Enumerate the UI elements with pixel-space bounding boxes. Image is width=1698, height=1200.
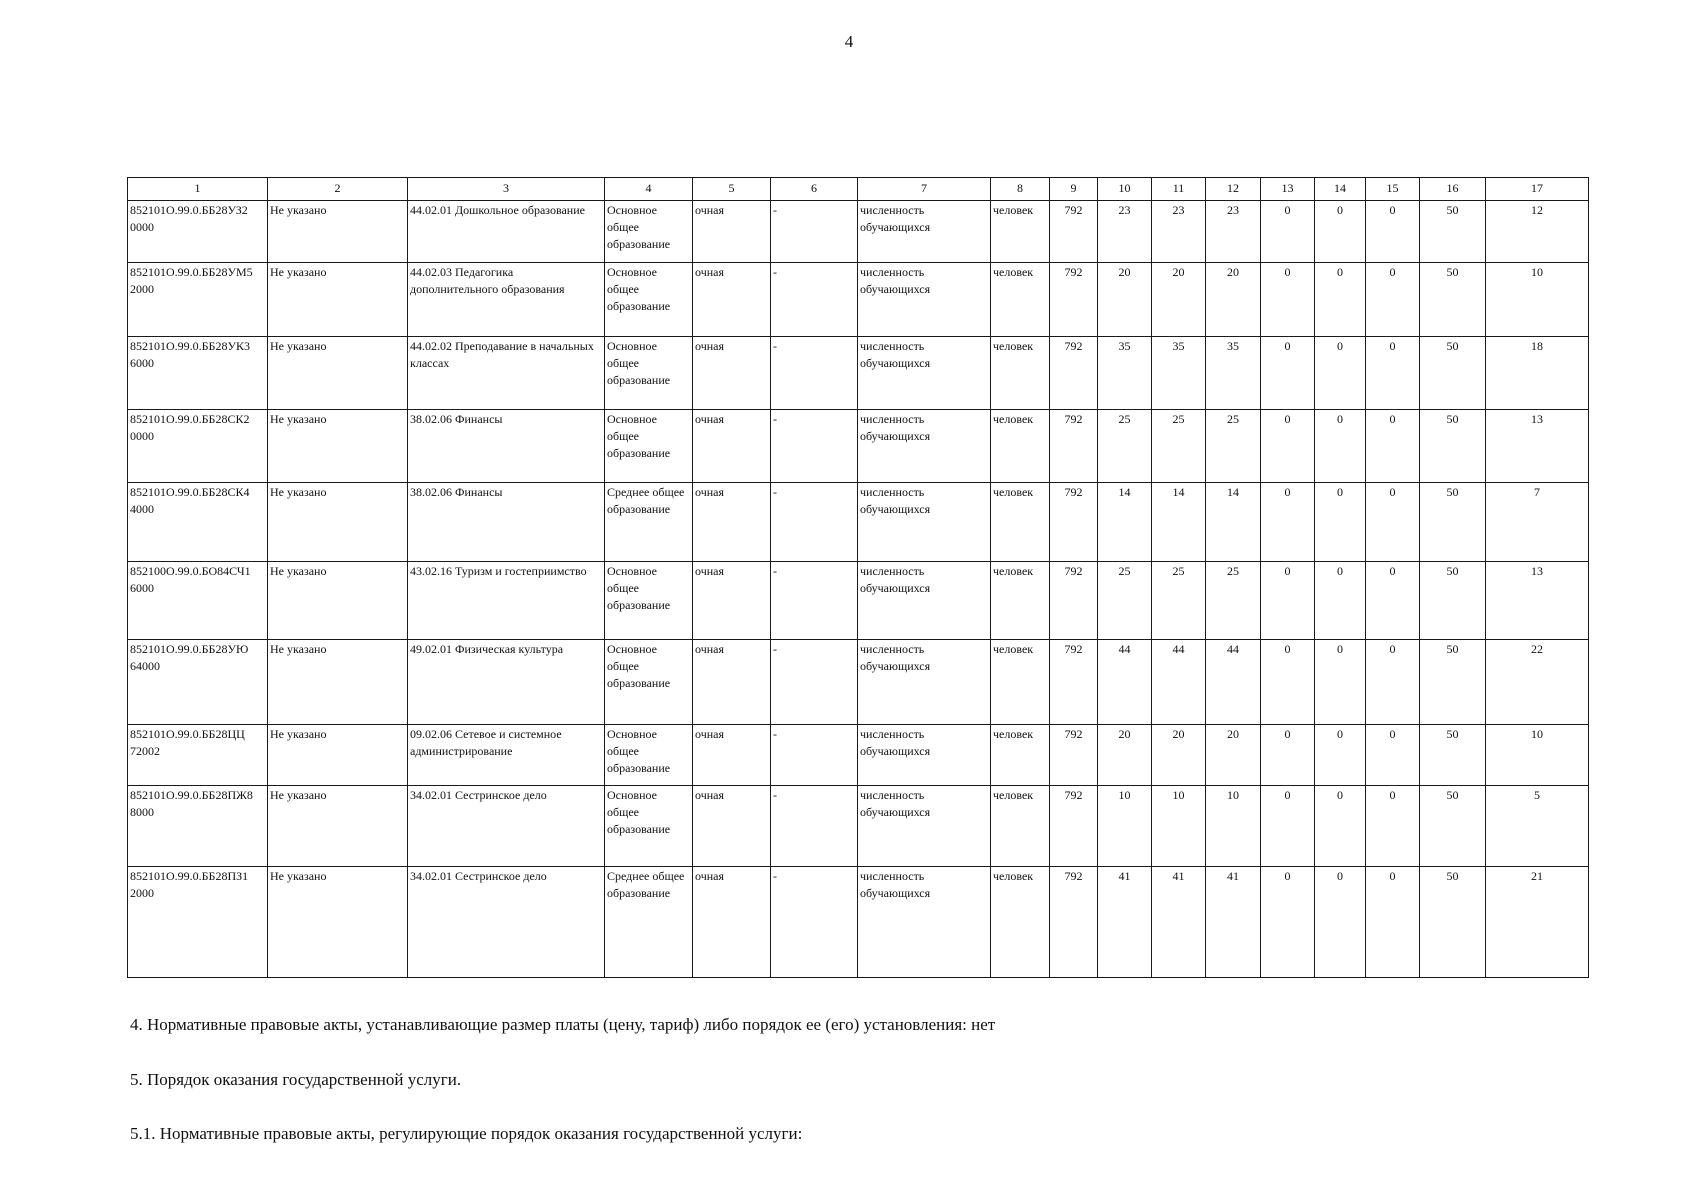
table-cell: 25 — [1206, 410, 1261, 483]
table-cell: - — [771, 410, 858, 483]
paragraph-5-1-legal-acts: 5.1. Нормативные правовые акты, регулирующие порядок оказания государственной услуги: — [130, 1124, 803, 1143]
table-cell: 50 — [1420, 786, 1486, 867]
table-cell: 0 — [1315, 640, 1366, 725]
table-cell: 852101О.99.0.ББ28УМ5 2000 — [128, 263, 268, 337]
table-cell: 5 — [1486, 786, 1589, 867]
table-cell: 13 — [1486, 410, 1589, 483]
table-cell: 14 — [1206, 483, 1261, 562]
table-cell: очная — [693, 640, 771, 725]
table-cell: численность обучающихся — [858, 725, 991, 786]
table-cell: 09.02.06 Сетевое и системное администрирование — [408, 725, 605, 786]
table-cell: Не указано — [268, 640, 408, 725]
table-cell: 25 — [1098, 410, 1152, 483]
table-cell: 0 — [1261, 640, 1315, 725]
table-cell: 25 — [1152, 410, 1206, 483]
table-cell: численность обучающихся — [858, 786, 991, 867]
table-cell: 41 — [1206, 867, 1261, 978]
table-cell: 35 — [1098, 337, 1152, 410]
table-cell: очная — [693, 725, 771, 786]
column-header: 2 — [268, 178, 408, 201]
table-cell: 50 — [1420, 562, 1486, 640]
table-cell: 852101О.99.0.ББ28ПЖ8 8000 — [128, 786, 268, 867]
table-cell: 44 — [1098, 640, 1152, 725]
column-header: 15 — [1366, 178, 1420, 201]
table-cell: 852100О.99.0.БО84СЧ1 6000 — [128, 562, 268, 640]
table-cell: очная — [693, 201, 771, 263]
table-cell: человек — [991, 483, 1050, 562]
column-header: 9 — [1050, 178, 1098, 201]
table-cell: 44 — [1152, 640, 1206, 725]
table-cell: 20 — [1098, 725, 1152, 786]
table-cell: 50 — [1420, 410, 1486, 483]
table-cell: Среднее общее образование — [605, 867, 693, 978]
table-row — [128, 263, 1589, 337]
table-cell: 0 — [1315, 201, 1366, 263]
table-cell: 0 — [1261, 410, 1315, 483]
table-cell: человек — [991, 410, 1050, 483]
table-cell: 25 — [1098, 562, 1152, 640]
table-cell: 38.02.06 Финансы — [408, 410, 605, 483]
column-header: 6 — [771, 178, 858, 201]
table-cell: 0 — [1366, 867, 1420, 978]
table-cell: очная — [693, 867, 771, 978]
table-cell: 22 — [1486, 640, 1589, 725]
table-cell: 49.02.01 Физическая культура — [408, 640, 605, 725]
table-cell: очная — [693, 263, 771, 337]
table-cell: 43.02.16 Туризм и гостеприимство — [408, 562, 605, 640]
table-cell: Основное общее образование — [605, 786, 693, 867]
table-cell: численность обучающихся — [858, 201, 991, 263]
paragraph-4-fees: 4. Нормативные правовые акты, устанавливающие размер платы (цену, тариф) либо порядок ее (его) установления: нет — [130, 1015, 996, 1034]
column-header: 3 — [408, 178, 605, 201]
table-cell: 34.02.01 Сестринское дело — [408, 786, 605, 867]
table-cell: 0 — [1366, 562, 1420, 640]
table-cell: 23 — [1098, 201, 1152, 263]
table-cell: человек — [991, 562, 1050, 640]
table-cell: - — [771, 640, 858, 725]
table-cell: 20 — [1098, 263, 1152, 337]
table-cell: 44.02.01 Дошкольное образование — [408, 201, 605, 263]
table-cell: 852101О.99.0.ББ28СК4 4000 — [128, 483, 268, 562]
table-cell: 34.02.01 Сестринское дело — [408, 867, 605, 978]
table-cell: Основное общее образование — [605, 640, 693, 725]
column-header: 7 — [858, 178, 991, 201]
table-cell: 0 — [1366, 483, 1420, 562]
table-cell: 50 — [1420, 263, 1486, 337]
table-cell: 20 — [1152, 263, 1206, 337]
table-cell: Не указано — [268, 337, 408, 410]
table-cell: 0 — [1366, 786, 1420, 867]
table-cell: 7 — [1486, 483, 1589, 562]
table-row — [128, 867, 1589, 978]
table-row — [128, 562, 1589, 640]
table-cell: 41 — [1152, 867, 1206, 978]
header-row — [128, 178, 1589, 201]
table-cell: 18 — [1486, 337, 1589, 410]
table-cell: - — [771, 201, 858, 263]
table-cell: 20 — [1206, 263, 1261, 337]
column-header: 1 — [128, 178, 268, 201]
table-cell: 792 — [1050, 263, 1098, 337]
table-cell: 0 — [1315, 410, 1366, 483]
table-cell: человек — [991, 201, 1050, 263]
table-cell: - — [771, 867, 858, 978]
table-cell: очная — [693, 786, 771, 867]
table-cell: Основное общее образование — [605, 337, 693, 410]
table-cell: 852101О.99.0.ББ28СК2 0000 — [128, 410, 268, 483]
table-cell: 0 — [1366, 725, 1420, 786]
table-cell: 852101О.99.0.ББ28УК3 6000 — [128, 337, 268, 410]
table-cell: 10 — [1486, 263, 1589, 337]
table-cell: 0 — [1366, 201, 1420, 263]
column-header: 5 — [693, 178, 771, 201]
column-header: 14 — [1315, 178, 1366, 201]
table-cell: 50 — [1420, 201, 1486, 263]
column-header: 11 — [1152, 178, 1206, 201]
table-cell: численность обучающихся — [858, 640, 991, 725]
table-cell: Не указано — [268, 263, 408, 337]
table-cell: очная — [693, 410, 771, 483]
table-cell: человек — [991, 263, 1050, 337]
page-number: 4 — [844, 32, 854, 51]
table-cell: 25 — [1206, 562, 1261, 640]
column-header: 4 — [605, 178, 693, 201]
column-header: 13 — [1261, 178, 1315, 201]
table-cell: Основное общее образование — [605, 410, 693, 483]
services-table — [127, 177, 1589, 978]
table-cell: 792 — [1050, 725, 1098, 786]
table-cell: 50 — [1420, 725, 1486, 786]
table-cell: Не указано — [268, 786, 408, 867]
table-cell: Не указано — [268, 201, 408, 263]
table-cell: 12 — [1486, 201, 1589, 263]
table-cell: 0 — [1366, 410, 1420, 483]
table-cell: 0 — [1366, 640, 1420, 725]
table-cell: 50 — [1420, 337, 1486, 410]
table-row — [128, 725, 1589, 786]
table-cell: Не указано — [268, 725, 408, 786]
table-cell: 0 — [1261, 725, 1315, 786]
table-cell: 852101О.99.0.ББ28УЮ 64000 — [128, 640, 268, 725]
table-cell: 38.02.06 Финансы — [408, 483, 605, 562]
table-cell: численность обучающихся — [858, 263, 991, 337]
column-header: 12 — [1206, 178, 1261, 201]
table-cell: 0 — [1261, 263, 1315, 337]
table-cell: Не указано — [268, 483, 408, 562]
table-cell: - — [771, 562, 858, 640]
table-cell: 852101О.99.0.ББ28УЗ2 0000 — [128, 201, 268, 263]
column-header: 8 — [991, 178, 1050, 201]
table-row — [128, 786, 1589, 867]
table-cell: 23 — [1152, 201, 1206, 263]
table-cell: 20 — [1206, 725, 1261, 786]
table-cell: 0 — [1261, 562, 1315, 640]
table-cell: человек — [991, 640, 1050, 725]
table-cell: 0 — [1261, 867, 1315, 978]
table-cell: 0 — [1315, 786, 1366, 867]
table-cell: Среднее общее образование — [605, 483, 693, 562]
table-cell: 792 — [1050, 337, 1098, 410]
table-cell: 0 — [1261, 786, 1315, 867]
table-row — [128, 483, 1589, 562]
table-cell: Основное общее образование — [605, 725, 693, 786]
table-cell: - — [771, 337, 858, 410]
table-cell: 792 — [1050, 201, 1098, 263]
table-cell: 13 — [1486, 562, 1589, 640]
table-cell: 10 — [1486, 725, 1589, 786]
table-cell: 35 — [1152, 337, 1206, 410]
table-cell: человек — [991, 786, 1050, 867]
table-cell: 10 — [1098, 786, 1152, 867]
table-cell: 0 — [1261, 483, 1315, 562]
table-cell: 23 — [1206, 201, 1261, 263]
table-cell: - — [771, 786, 858, 867]
table-cell: Основное общее образование — [605, 562, 693, 640]
table-cell: 50 — [1420, 867, 1486, 978]
table-cell: 44 — [1206, 640, 1261, 725]
table-cell: очная — [693, 483, 771, 562]
table-cell: человек — [991, 725, 1050, 786]
table-cell: 852101О.99.0.ББ28ЦЦ 72002 — [128, 725, 268, 786]
table-cell: 0 — [1315, 337, 1366, 410]
table-cell: 0 — [1261, 201, 1315, 263]
table-cell: 14 — [1098, 483, 1152, 562]
table-cell: 792 — [1050, 410, 1098, 483]
table-cell: численность обучающихся — [858, 867, 991, 978]
table-cell: 21 — [1486, 867, 1589, 978]
table-cell: человек — [991, 867, 1050, 978]
table-cell: численность обучающихся — [858, 337, 991, 410]
table-cell: 44.02.03 Педагогика дополнительного образования — [408, 263, 605, 337]
table-cell: 50 — [1420, 640, 1486, 725]
table-cell: 50 — [1420, 483, 1486, 562]
table-row — [128, 337, 1589, 410]
table-cell: 0 — [1366, 337, 1420, 410]
table-cell: Не указано — [268, 410, 408, 483]
table-cell: 792 — [1050, 562, 1098, 640]
table-row — [128, 201, 1589, 263]
table-cell: численность обучающихся — [858, 483, 991, 562]
table-cell: - — [771, 263, 858, 337]
table-cell: Не указано — [268, 867, 408, 978]
table-cell: 20 — [1152, 725, 1206, 786]
column-header: 16 — [1420, 178, 1486, 201]
table-row — [128, 410, 1589, 483]
table-cell: - — [771, 725, 858, 786]
table-cell: 0 — [1261, 337, 1315, 410]
table-cell: 0 — [1315, 263, 1366, 337]
table-cell: 792 — [1050, 483, 1098, 562]
table-cell: 792 — [1050, 867, 1098, 978]
table-cell: численность обучающихся — [858, 410, 991, 483]
table-cell: 25 — [1152, 562, 1206, 640]
table-cell: 10 — [1206, 786, 1261, 867]
column-header: 10 — [1098, 178, 1152, 201]
table-cell: - — [771, 483, 858, 562]
table-cell: Основное общее образование — [605, 263, 693, 337]
table-cell: человек — [991, 337, 1050, 410]
table-cell: очная — [693, 337, 771, 410]
table-cell: 35 — [1206, 337, 1261, 410]
paragraph-5-procedure: 5. Порядок оказания государственной услуги. — [130, 1070, 462, 1089]
table-cell: очная — [693, 562, 771, 640]
table-row — [128, 640, 1589, 725]
table-cell: 0 — [1315, 483, 1366, 562]
table-cell: 0 — [1366, 263, 1420, 337]
table-cell: 0 — [1315, 725, 1366, 786]
table-cell: Основное общее образование — [605, 201, 693, 263]
table-cell: Не указано — [268, 562, 408, 640]
table-cell: 0 — [1315, 867, 1366, 978]
table-cell: 10 — [1152, 786, 1206, 867]
table-cell: 0 — [1315, 562, 1366, 640]
table-cell: 41 — [1098, 867, 1152, 978]
table-cell: численность обучающихся — [858, 562, 991, 640]
table-cell: 44.02.02 Преподавание в начальных классах — [408, 337, 605, 410]
table-cell: 792 — [1050, 640, 1098, 725]
column-header: 17 — [1486, 178, 1589, 201]
table-cell: 852101О.99.0.ББ28ПЗ1 2000 — [128, 867, 268, 978]
table-cell: 14 — [1152, 483, 1206, 562]
table-cell: 792 — [1050, 786, 1098, 867]
